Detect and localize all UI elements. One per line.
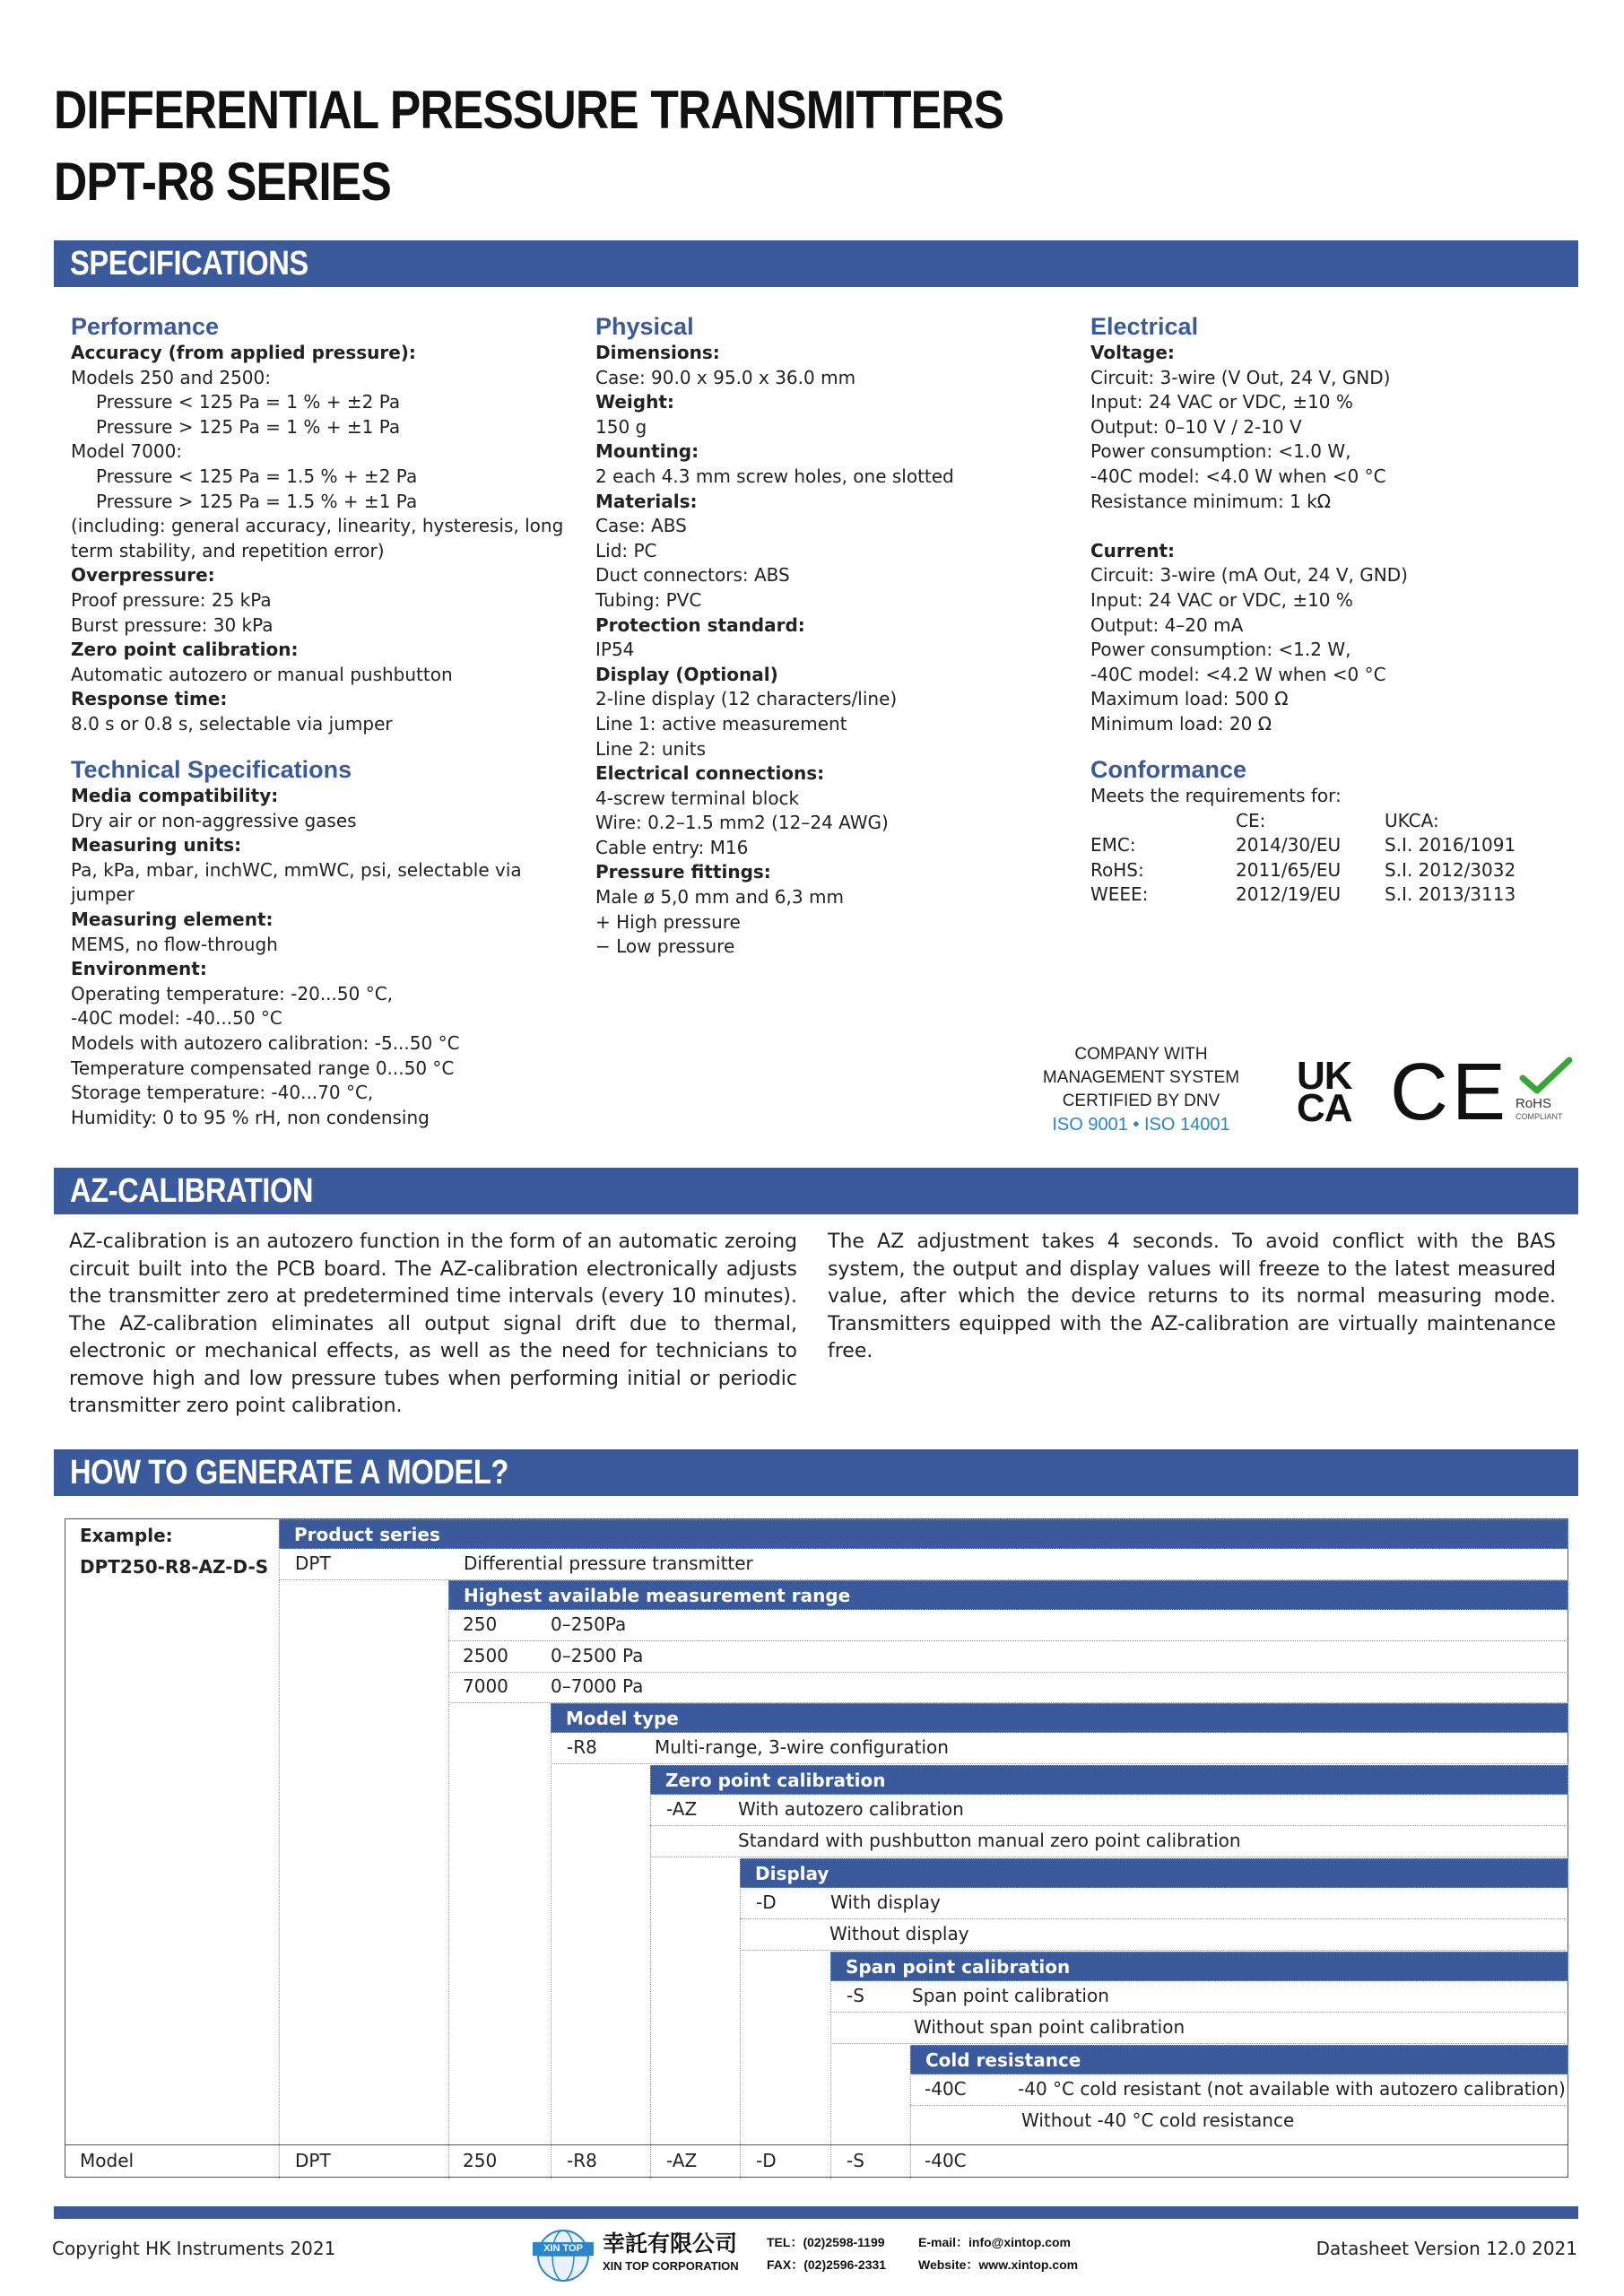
spec-line: Response time: xyxy=(71,688,228,710)
electrical-section xyxy=(1090,312,1408,737)
spec-line: Case: 90.0 x 95.0 x 36.0 mm xyxy=(595,366,856,388)
ukca-bottom: CA xyxy=(1297,1086,1352,1130)
conformance-blank xyxy=(1090,809,1236,834)
cold-code: -40C xyxy=(925,2078,967,2100)
spec-line: Accuracy (from applied pressure): xyxy=(71,342,416,363)
spec-line: Maximum load: 500 Ω xyxy=(1090,688,1289,710)
dpt-desc: Differential pressure transmitter xyxy=(464,1552,753,1574)
range-desc: 0–250Pa xyxy=(551,1613,627,1635)
model-row-divider xyxy=(65,2144,1568,2145)
physical-heading: Physical xyxy=(595,313,694,340)
spec-line: Line 1: active measurement xyxy=(595,712,847,735)
spec-line: (including: general accuracy, linearity, hysteresis, long xyxy=(71,515,564,537)
dpt-row xyxy=(279,1549,1568,1580)
ukca-mark-icon xyxy=(1297,1054,1352,1130)
spec-line: Automatic autozero or manual pushbutton xyxy=(71,663,453,685)
zero-point-std: Standard with pushbutton manual zero point calibration xyxy=(738,1830,1241,1851)
spec-line: Current: xyxy=(1090,539,1176,561)
spec-line: Output: 4–20 mA xyxy=(1090,613,1244,636)
conformance-ce: 2014/30/EU xyxy=(1236,834,1342,857)
rohs-mark-icon xyxy=(1514,1057,1578,1128)
xintop-logo-icon xyxy=(531,2228,595,2283)
model-code-table xyxy=(65,1518,1568,2178)
spec-line: Humidity: 0 to 95 % rH, non condensing xyxy=(71,1106,430,1128)
spec-line: + High pressure xyxy=(595,910,741,933)
range-row xyxy=(448,1610,1568,1641)
spec-line: Output: 0–10 V / 2-10 V xyxy=(1090,415,1302,438)
globe-icon xyxy=(531,2228,595,2283)
product-series-header: Product series xyxy=(279,1519,1568,1549)
spec-line: Resistance minimum: 1 kΩ xyxy=(1090,490,1332,512)
range-desc: 0–7000 Pa xyxy=(551,1675,644,1697)
spec-line: Pressure < 125 Pa = 1 % + ±2 Pa xyxy=(96,391,401,413)
display-header: Display xyxy=(740,1858,1568,1888)
zero-point-std-row xyxy=(650,1826,1568,1857)
spec-line: Circuit: 3-wire (mA Out, 24 V, GND) xyxy=(1090,564,1408,587)
iso-line: ISO 9001 • ISO 14001 xyxy=(1052,1115,1230,1135)
spec-line: Temperature compensated range 0...50 °C xyxy=(71,1057,455,1079)
spec-line: Line 2: units xyxy=(595,737,707,760)
spec-line: 4-screw terminal block xyxy=(595,787,800,809)
technical-lines xyxy=(71,784,522,1130)
cold-none-row xyxy=(910,2106,1568,2137)
spec-line: Case: ABS xyxy=(595,515,687,537)
spec-line: Circuit: 3-wire (V Out, 24 V, GND) xyxy=(1090,366,1391,388)
technical-section xyxy=(71,755,522,1130)
company-fax: FAX：(02)2596-2331 xyxy=(767,2257,887,2272)
az-paragraph-right: The AZ adjustment takes 4 seconds. To avoid conflict with the BAS system, the output and display values will freeze to the latest measured value, after which the device returns to its normal measuring mode. Transmitters equipped with the AZ-calibration are virtually maintenance free. xyxy=(828,1231,1556,1362)
company-name-cn: 幸託有限公司 xyxy=(603,2231,738,2257)
spec-line: Pressure fittings: xyxy=(595,861,771,883)
footer-band xyxy=(54,2206,1578,2219)
conformance-header-row xyxy=(1090,809,1515,834)
company-tel: TEL：(02)2598-1199 xyxy=(767,2235,885,2249)
conformance-ce: 2012/19/EU xyxy=(1236,883,1342,906)
display-row xyxy=(740,1888,1568,1919)
spec-line: -40C model: <4.0 W when <0 °C xyxy=(1090,465,1386,487)
physical-section xyxy=(595,312,954,960)
cert-line: COMPANY WITH xyxy=(1074,1045,1208,1064)
conformance-section xyxy=(1090,755,1515,908)
spec-line: Measuring element: xyxy=(71,908,274,930)
conformance-name: EMC: xyxy=(1090,834,1136,857)
cold-header: Cold resistance xyxy=(910,2045,1568,2074)
example-value: DPT250-R8-AZ-D-S xyxy=(80,1556,269,1578)
conformance-table xyxy=(1090,809,1515,908)
spec-line: Cable entry: M16 xyxy=(595,836,749,858)
logo-text: XIN TOP xyxy=(543,2243,583,2254)
range-header: Highest available measurement range xyxy=(448,1580,1568,1610)
spec-line: Pressure > 125 Pa = 1.5 % + ±1 Pa xyxy=(96,490,418,512)
spec-line: Zero point calibration: xyxy=(71,639,299,661)
conformance-ukca: S.I. 2012/3032 xyxy=(1385,858,1516,881)
spec-line xyxy=(1090,514,1408,539)
spec-line: Duct connectors: ABS xyxy=(595,564,790,587)
document-title-line2: DPT-R8 SERIES xyxy=(54,152,391,212)
spec-line: Overpressure: xyxy=(71,564,215,587)
span-row xyxy=(830,1981,1568,2013)
span-header: Span point calibration xyxy=(830,1952,1568,1981)
spec-line: Dimensions: xyxy=(595,342,720,363)
conformance-row xyxy=(1090,883,1515,908)
spec-line: term stability, and repetition error) xyxy=(71,539,385,561)
range-code: 250 xyxy=(463,1613,498,1635)
how-to-generate-band xyxy=(54,1449,1578,1496)
spec-line: Male ø 5,0 mm and 6,3 mm xyxy=(595,886,844,909)
conformance-ukca: S.I. 2013/3113 xyxy=(1385,883,1516,906)
spec-line: Minimum load: 20 Ω xyxy=(1090,712,1272,735)
performance-lines xyxy=(71,341,563,737)
spec-line: Burst pressure: 30 kPa xyxy=(71,613,274,636)
spec-line: Mounting: xyxy=(595,440,699,463)
display-none-row xyxy=(740,1919,1568,1951)
spec-line: jumper xyxy=(71,883,135,906)
spec-line: Input: 24 VAC or VDC, ±10 % xyxy=(1090,391,1353,413)
spec-line: Power consumption: <1.0 W, xyxy=(1090,440,1351,463)
rohs-sub: COMPLIANT xyxy=(1515,1112,1563,1121)
conformance-row xyxy=(1090,833,1515,858)
spec-line: Power consumption: <1.2 W, xyxy=(1090,639,1351,661)
cold-row xyxy=(910,2074,1568,2106)
conformance-intro: Meets the requirements for: xyxy=(1090,785,1342,806)
spec-line: Pressure > 125 Pa = 1 % + ±1 Pa xyxy=(96,415,401,438)
conformance-ukca: S.I. 2016/1091 xyxy=(1385,834,1516,857)
technical-heading: Technical Specifications xyxy=(71,756,352,783)
certification-badge xyxy=(1022,1043,1260,1136)
rohs-label: RoHS xyxy=(1515,1096,1552,1111)
spec-line: Input: 24 VAC or VDC, ±10 % xyxy=(1090,588,1353,611)
spec-line: Environment: xyxy=(71,958,207,980)
model-row-label: Model xyxy=(80,2150,135,2171)
model-type-header: Model type xyxy=(551,1703,1568,1733)
spec-line: Pa, kPa, mbar, inchWC, mmWC, psi, selectable via xyxy=(71,858,522,881)
spec-line: IP54 xyxy=(595,639,635,661)
company-name-en: XIN TOP CORPORATION xyxy=(603,2259,739,2273)
col-separator xyxy=(279,1519,280,2179)
model-type-code: -R8 xyxy=(567,1736,597,1758)
conformance-ce: 2011/65/EU xyxy=(1236,858,1342,881)
performance-section xyxy=(71,312,563,737)
spec-line: − Low pressure xyxy=(595,935,735,958)
company-email: E-mail：info@xintop.com xyxy=(918,2235,1071,2249)
zero-point-desc: With autozero calibration xyxy=(738,1798,964,1820)
span-desc: Span point calibration xyxy=(912,1985,1109,2006)
physical-lines xyxy=(595,341,954,960)
electrical-lines xyxy=(1090,341,1408,737)
spec-line: Storage temperature: -40...70 °C, xyxy=(71,1082,374,1104)
copyright: Copyright HK Instruments 2021 xyxy=(52,2238,336,2259)
spec-line: Lid: PC xyxy=(595,539,657,561)
span-code: -S xyxy=(847,1985,864,2006)
spec-line: Electrical connections: xyxy=(595,762,825,785)
company-website: Website：www.xintop.com xyxy=(918,2257,1079,2272)
spec-line: Model 7000: xyxy=(71,440,183,463)
how-to-generate-heading: HOW TO GENERATE A MODEL? xyxy=(70,1454,508,1492)
model-row-dpt: DPT xyxy=(295,2150,331,2171)
conformance-name: WEEE: xyxy=(1090,883,1149,906)
spec-line: Weight: xyxy=(595,391,674,413)
spec-line: Materials: xyxy=(595,490,698,512)
conformance-heading: Conformance xyxy=(1090,756,1247,783)
conformance-row xyxy=(1090,858,1515,883)
dpt-code: DPT xyxy=(295,1552,331,1574)
spec-line: Measuring units: xyxy=(71,834,242,857)
spec-line: Models 250 and 2500: xyxy=(71,366,271,388)
spec-line: Proof pressure: 25 kPa xyxy=(71,588,272,611)
spec-line: Display (Optional) xyxy=(595,663,778,685)
model-row-display: -D xyxy=(756,2150,777,2171)
range-row xyxy=(448,1672,1568,1703)
spec-line: 8.0 s or 0.8 s, selectable via jumper xyxy=(71,712,393,735)
zero-point-header: Zero point calibration xyxy=(650,1765,1568,1795)
spec-line: -40C model: -40...50 °C xyxy=(71,1007,282,1030)
display-none: Without display xyxy=(829,1923,969,1944)
datasheet-version: Datasheet Version 12.0 2021 xyxy=(1316,2238,1577,2259)
spec-line: Media compatibility: xyxy=(71,785,279,806)
spec-line: -40C model: <4.2 W when <0 °C xyxy=(1090,663,1386,685)
conformance-ukca-label: UKCA: xyxy=(1385,809,1439,831)
conformance-ce-label: CE: xyxy=(1236,809,1266,831)
spec-line: 2 each 4.3 mm screw holes, one slotted xyxy=(595,465,954,487)
spec-line: Models with autozero calibration: -5...50 °C xyxy=(71,1031,460,1054)
zero-point-code: -AZ xyxy=(666,1798,698,1820)
range-code: 7000 xyxy=(463,1675,508,1697)
model-type-row xyxy=(551,1733,1568,1764)
conformance-name: RoHS: xyxy=(1090,858,1144,881)
spec-line: Dry air or non-aggressive gases xyxy=(71,809,357,831)
model-row-range: 250 xyxy=(463,2150,498,2171)
spec-line: 2-line display (12 characters/line) xyxy=(595,688,898,710)
az-calibration-band xyxy=(54,1168,1578,1214)
range-code: 2500 xyxy=(463,1645,508,1666)
specifications-heading: SPECIFICATIONS xyxy=(70,245,308,283)
cert-line: CERTIFIED BY DNV xyxy=(1062,1091,1220,1110)
spec-line: MEMS, no flow-through xyxy=(71,933,278,955)
spec-line: Wire: 0.2–1.5 mm2 (12–24 AWG) xyxy=(595,812,889,834)
spec-line: Tubing: PVC xyxy=(595,588,702,611)
rohs-check-icon xyxy=(1519,1057,1573,1094)
range-row xyxy=(448,1641,1568,1673)
span-none-row xyxy=(830,2013,1568,2044)
spec-line: Operating temperature: -20...50 °C, xyxy=(71,982,394,1004)
range-desc: 0–2500 Pa xyxy=(551,1645,644,1666)
az-paragraph-left: AZ-calibration is an autozero function in the form of an automatic zeroing circuit built into the PCB board. The AZ-calibration electronically adjusts the transmitter zero at predetermined time intervals (every 10 minutes). The AZ-calibration eliminates all output signal drift due to thermal, electronic or mechanical effects, as well as the need for technicians to remove high and low pressure tubes when performing initial or periodic transmitter zero point calibration. xyxy=(69,1231,797,1417)
example-label: Example: xyxy=(80,1525,173,1546)
specifications-band xyxy=(54,240,1578,287)
model-type-desc: Multi-range, 3-wire configuration xyxy=(655,1736,949,1758)
model-row-cold: -40C xyxy=(925,2150,967,2171)
zero-point-row xyxy=(650,1795,1568,1826)
span-none: Without span point calibration xyxy=(914,2016,1185,2038)
electrical-heading: Electrical xyxy=(1090,313,1199,340)
spec-line: Pressure < 125 Pa = 1.5 % + ±2 Pa xyxy=(96,465,418,487)
document-title-line1: DIFFERENTIAL PRESSURE TRANSMITTERS xyxy=(54,80,1004,140)
spec-line: Voltage: xyxy=(1090,342,1175,363)
model-row-type: -R8 xyxy=(567,2150,597,2171)
cold-desc: -40 °C cold resistant (not available with autozero calibration) xyxy=(1018,2078,1566,2100)
ukca-top: UK xyxy=(1297,1054,1352,1098)
model-row-zero: -AZ xyxy=(666,2150,698,2171)
display-code: -D xyxy=(756,1892,777,1913)
spec-line: Protection standard: xyxy=(595,613,805,636)
cold-none: Without -40 °C cold resistance xyxy=(1021,2109,1295,2131)
ce-mark-icon: CE xyxy=(1390,1048,1510,1137)
performance-heading: Performance xyxy=(71,313,220,340)
cert-line: MANAGEMENT SYSTEM xyxy=(1042,1068,1240,1087)
az-calibration-heading: AZ-CALIBRATION xyxy=(70,1172,314,1210)
spec-line: 150 g xyxy=(595,415,647,438)
display-desc: With display xyxy=(830,1892,941,1913)
model-row-span: -S xyxy=(847,2150,864,2171)
